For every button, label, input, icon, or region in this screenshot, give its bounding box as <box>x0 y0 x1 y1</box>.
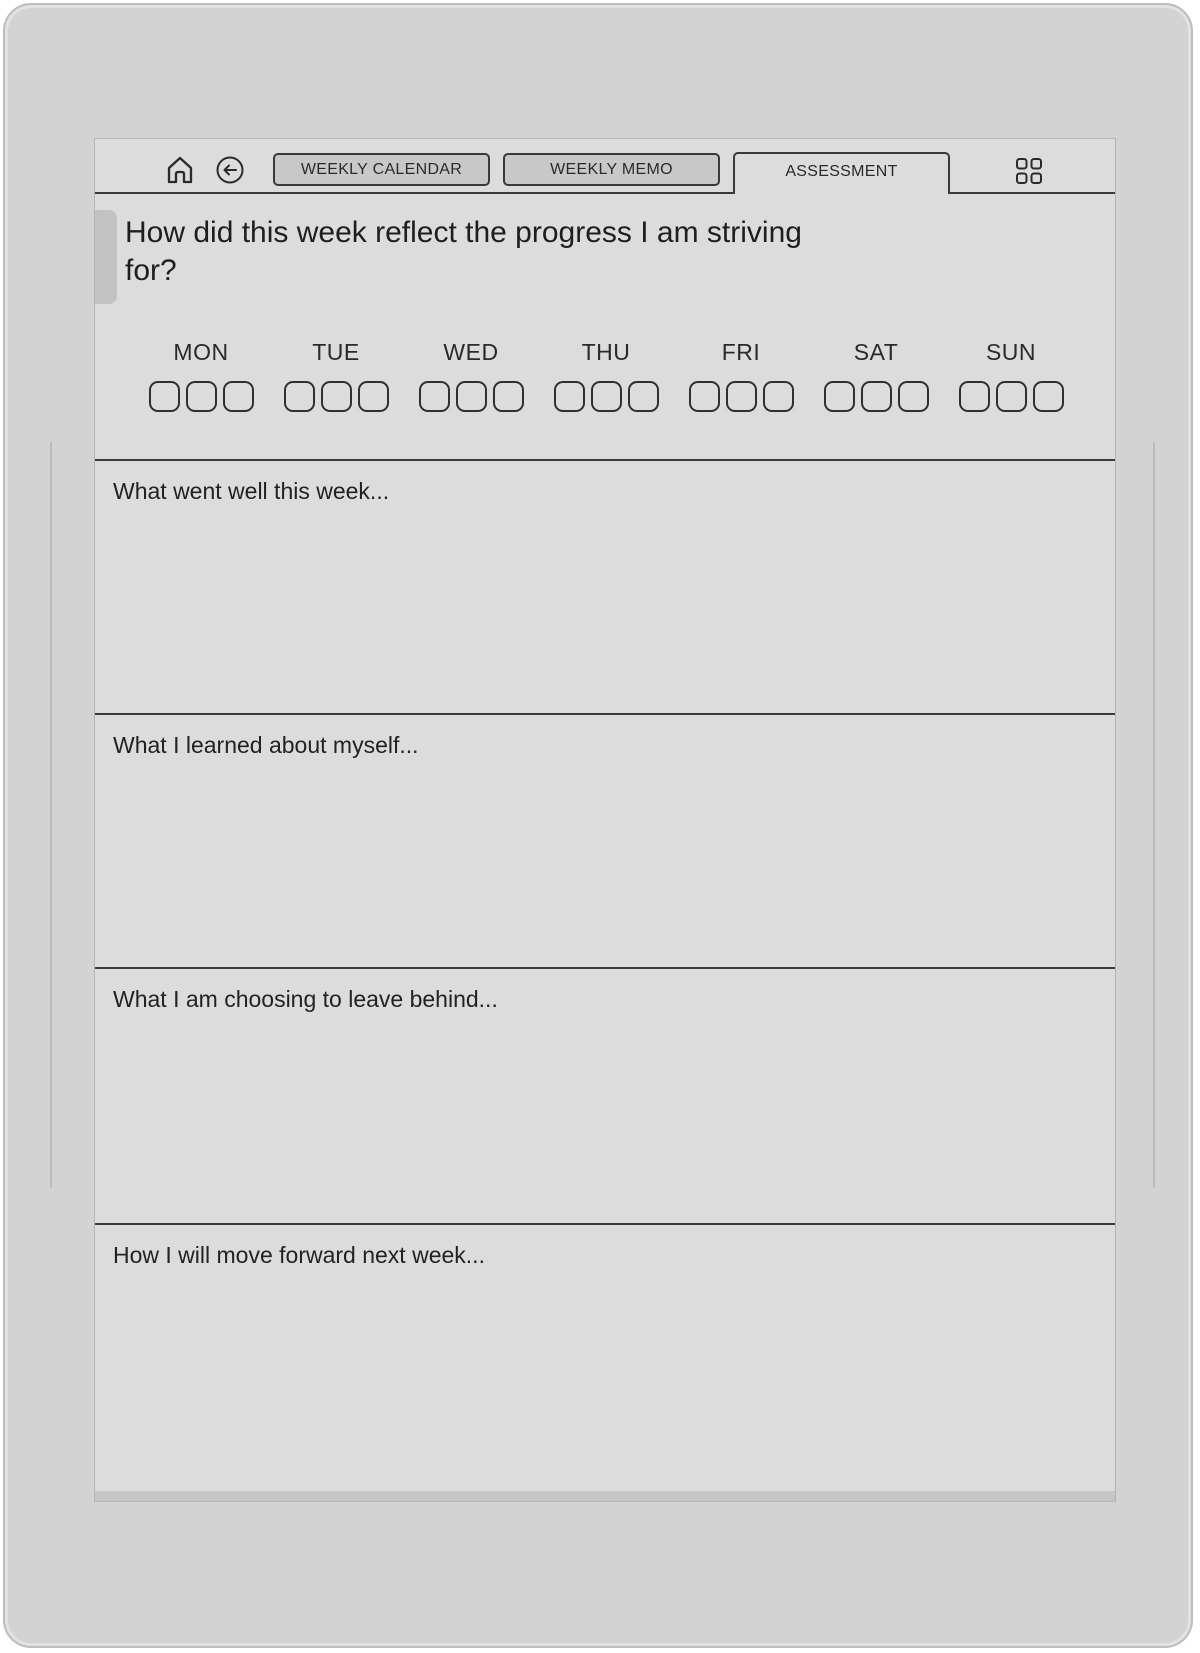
checkbox-group <box>141 381 261 412</box>
day-label: SAT <box>853 339 899 365</box>
day-label: SUN <box>985 339 1037 365</box>
day-checkbox[interactable] <box>223 381 254 412</box>
page-question: How did this week reflect the progress I am striving for? <box>125 216 802 287</box>
checkbox-group <box>546 381 666 412</box>
day-column-thu <box>546 339 666 412</box>
section-prompt: What went well this week... <box>113 478 390 504</box>
day-checkbox[interactable] <box>996 381 1027 412</box>
question-marker <box>95 210 117 304</box>
day-tracker <box>141 339 1071 419</box>
tab-assessment[interactable]: ASSESSMENT <box>733 152 950 194</box>
day-label: THU <box>581 339 631 365</box>
day-label: WED <box>443 339 499 365</box>
checkbox-group <box>276 381 396 412</box>
day-label: TUE <box>312 339 360 365</box>
day-checkbox[interactable] <box>898 381 929 412</box>
device-screen <box>94 138 1116 1502</box>
day-checkbox[interactable] <box>959 381 990 412</box>
day-checkbox[interactable] <box>591 381 622 412</box>
day-checkbox[interactable] <box>689 381 720 412</box>
writing-area-leave-behind[interactable] <box>95 967 1116 1223</box>
day-checkbox[interactable] <box>763 381 794 412</box>
day-checkbox[interactable] <box>321 381 352 412</box>
checkbox-group <box>816 381 936 412</box>
day-label: MON <box>173 339 229 365</box>
back-button[interactable] <box>215 155 245 185</box>
grid-icon <box>1015 157 1043 185</box>
side-groove-right <box>1153 442 1155 1188</box>
day-column-sun <box>951 339 1071 412</box>
side-groove-left <box>50 442 52 1188</box>
day-checkbox[interactable] <box>628 381 659 412</box>
day-checkbox[interactable] <box>493 381 524 412</box>
day-checkbox[interactable] <box>1033 381 1064 412</box>
day-checkbox[interactable] <box>824 381 855 412</box>
day-checkbox[interactable] <box>861 381 892 412</box>
arrow-left-circle-icon <box>215 155 245 185</box>
day-column-wed <box>411 339 531 412</box>
header-divider <box>949 192 1116 194</box>
day-checkbox[interactable] <box>358 381 389 412</box>
day-column-fri <box>681 339 801 412</box>
writing-area-move-forward[interactable] <box>95 1223 1116 1493</box>
writing-area-went-well[interactable] <box>95 459 1116 713</box>
section-prompt: What I am choosing to leave behind... <box>113 986 498 1012</box>
top-navigation <box>95 139 1116 194</box>
section-prompt: How I will move forward next week... <box>113 1242 485 1268</box>
checkbox-group <box>411 381 531 412</box>
day-checkbox[interactable] <box>419 381 450 412</box>
day-column-mon <box>141 339 261 412</box>
grid-menu-button[interactable] <box>1015 157 1043 185</box>
checkbox-group <box>951 381 1071 412</box>
section-prompt: What I learned about myself... <box>113 732 419 758</box>
writing-area-learned[interactable] <box>95 713 1116 967</box>
day-checkbox[interactable] <box>554 381 585 412</box>
day-checkbox[interactable] <box>726 381 757 412</box>
day-column-tue <box>276 339 396 412</box>
day-checkbox[interactable] <box>284 381 315 412</box>
day-checkbox[interactable] <box>149 381 180 412</box>
day-column-sat <box>816 339 936 412</box>
home-button[interactable] <box>165 155 195 185</box>
day-label: FRI <box>721 339 761 365</box>
checkbox-group <box>681 381 801 412</box>
tab-weekly-memo[interactable]: WEEKLY MEMO <box>503 153 720 186</box>
day-checkbox[interactable] <box>186 381 217 412</box>
home-icon <box>165 155 195 185</box>
header-divider <box>95 192 735 194</box>
tablet-device-frame <box>3 3 1193 1648</box>
day-checkbox[interactable] <box>456 381 487 412</box>
tab-weekly-calendar[interactable]: WEEKLY CALENDAR <box>273 153 490 186</box>
screen-bottom-edge <box>95 1491 1115 1501</box>
